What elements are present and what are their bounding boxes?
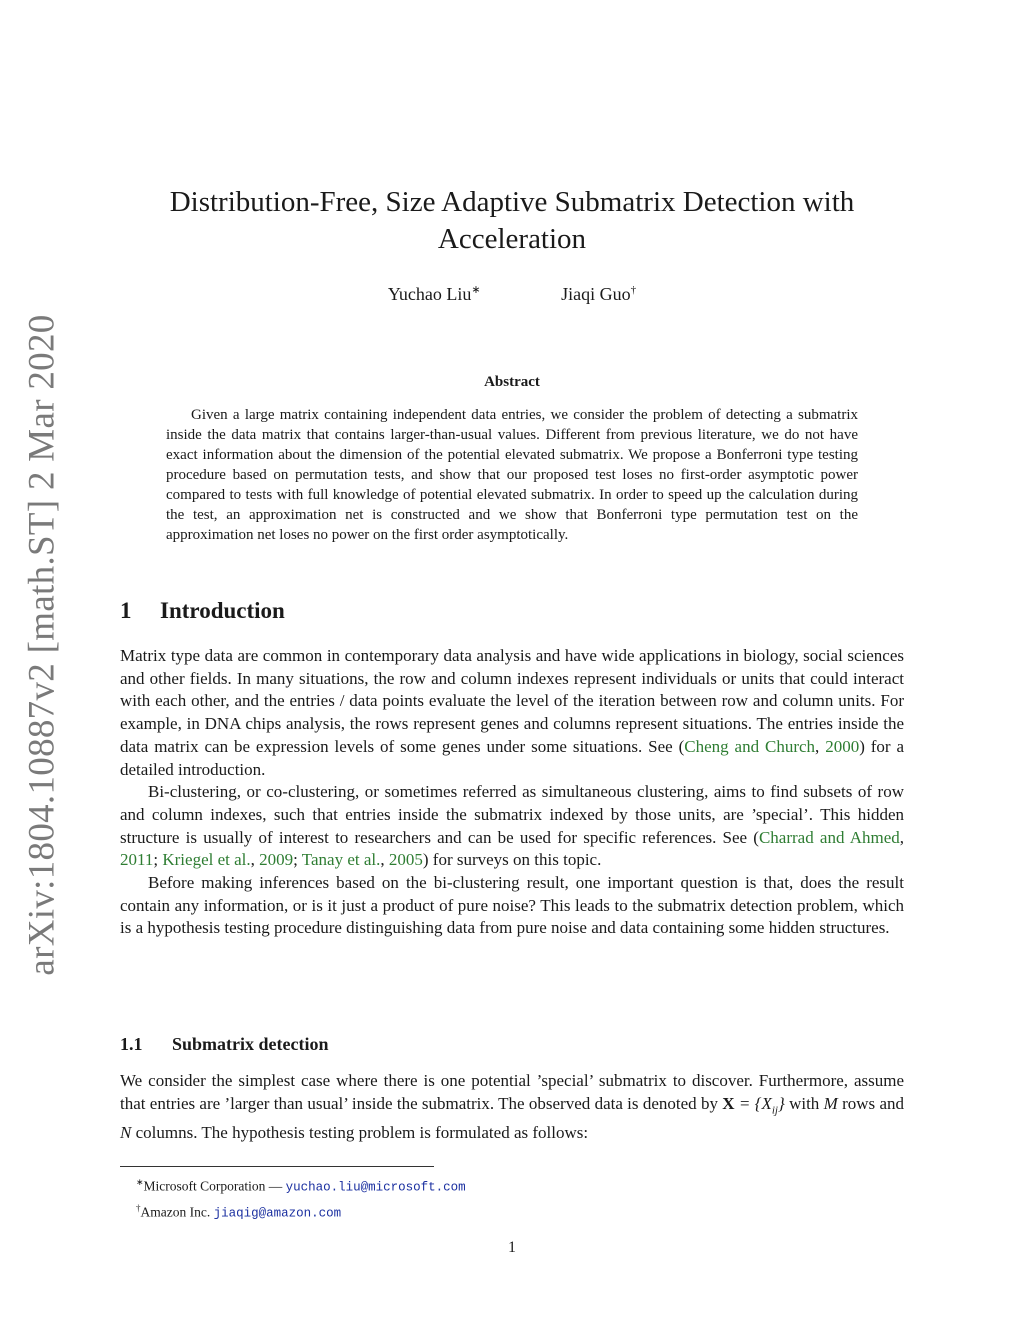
citation-year-link[interactable]: 2009	[259, 850, 294, 870]
paper-title	[120, 184, 904, 258]
arxiv-stamp-text: arXiv:1804.10887v2 [math.ST] 2 Mar 2020	[21, 314, 63, 976]
author-list	[120, 283, 904, 305]
title-line-1: Distribution-Free, Size Adaptive Submatrix Detection with	[169, 186, 855, 218]
author-1: Yuchao Liu∗	[387, 284, 481, 304]
citation-year-link[interactable]: 2005	[388, 850, 423, 870]
footnote-rule	[120, 1166, 434, 1167]
author-1-mark: ∗	[471, 284, 481, 296]
citation-link[interactable]: Tanay et al.	[301, 850, 381, 870]
citation-year-link[interactable]: 2000	[825, 736, 860, 756]
intro-paragraph-2: Bi-clustering, or co-clustering, or sometimes referred as simultaneous clustering, aims to find subsets of row and column indexes, such that entries inside the submatrix indexed by those units, are ’special’. This hidden structure is usually of interest to researchers and can be used for specific references. See (Charrad and Ahmed, 2011; Kriegel et al., 2009; Tanay et al., 2005) for surveys on this topic.	[120, 782, 905, 870]
footnotes	[136, 1172, 466, 1223]
author-2: Jiaqi Guo†	[561, 284, 637, 304]
email-link[interactable]: yuchao.liu@microsoft.com	[285, 1180, 466, 1195]
introduction-body	[120, 645, 904, 940]
math-expression: $X = \{X_{ij}\}$	[722, 1093, 785, 1117]
subsection-paragraph-1: We consider the simplest case where there is one potential ’special’ submatrix to discover. Furthermore, assume that entries are ’larger than usual’ inside the submatrix. The observed data is denoted by $X = \{X_{ij}\}$ with M rows and N columns. The hypothesis testing problem is formulated as follows:	[120, 1071, 904, 1142]
section-1-title: Introduction	[160, 598, 285, 623]
author-2-mark: †	[630, 284, 637, 296]
abstract-text: Given a large matrix containing independent data entries, we consider the problem of detecting a submatrix inside the data matrix that contains larger-than-usual values. Different from previous literature, we do not have exact information about the dimension of the potential elevated submatrix. We propose a Bonferroni type testing procedure based on permutation tests, and show that our proposed test loses no first-order asymptotic power compared to tests with full knowledge of potential elevated submatrix. In order to speed up the calculation during the test, an approximation net is constructed and we show that Bonferroni type permutation test on the approximation net loses no power on the first order asymptotically.	[166, 407, 858, 543]
citation-link[interactable]: Cheng and Church	[684, 736, 816, 756]
intro-paragraph-3: Before making inferences based on the bi-clustering result, one important question is that, does the result contain any information, or is it just a product of pure noise? This leads to the submatrix detection problem, which is a hypothesis testing procedure distinguishing data from pure noise and data containing some hidden structures.	[120, 873, 904, 938]
citation-link[interactable]: Kriegel et al.	[162, 850, 251, 870]
email-link[interactable]: jiaqig@amazon.com	[213, 1206, 342, 1220]
arxiv-stamp	[14, 314, 70, 976]
section-1-number: 1	[120, 598, 132, 623]
page-number: 1	[508, 1239, 516, 1256]
citation-link[interactable]: Charrad and Ahmed	[758, 827, 900, 847]
section-1-heading	[120, 598, 285, 624]
submatrix-detection-body	[120, 1070, 904, 1145]
footnote-2: †Amazon Inc. jiaqig@amazon.com	[136, 1202, 342, 1220]
abstract-heading: Abstract	[484, 374, 540, 390]
title-line-2: Acceleration	[437, 223, 587, 255]
subsection-1-1-title: Submatrix detection	[172, 1034, 329, 1054]
subsection-1-1-number: 1.1	[120, 1034, 143, 1054]
intro-paragraph-1: Matrix type data are common in contemporary data analysis and have wide applications in biology, social sciences and other fields. In many situations, the row and column indexes represent individuals or units that could interact with each other, and the entries / data points evaluate the level of the iteration between row and column units. For example, in DNA chips analysis, the rows represent genes and columns represent situations. The entries inside the data matrix can be expression levels of some genes under some situations. See (Cheng and Church, 2000) for a detailed introduction.	[120, 646, 905, 779]
subsection-1-1-heading	[120, 1034, 329, 1055]
footnote-1: ∗Microsoft Corporation — yuchao.liu@microsoft.com	[136, 1177, 466, 1195]
citation-year-link[interactable]: 2011	[120, 850, 154, 870]
